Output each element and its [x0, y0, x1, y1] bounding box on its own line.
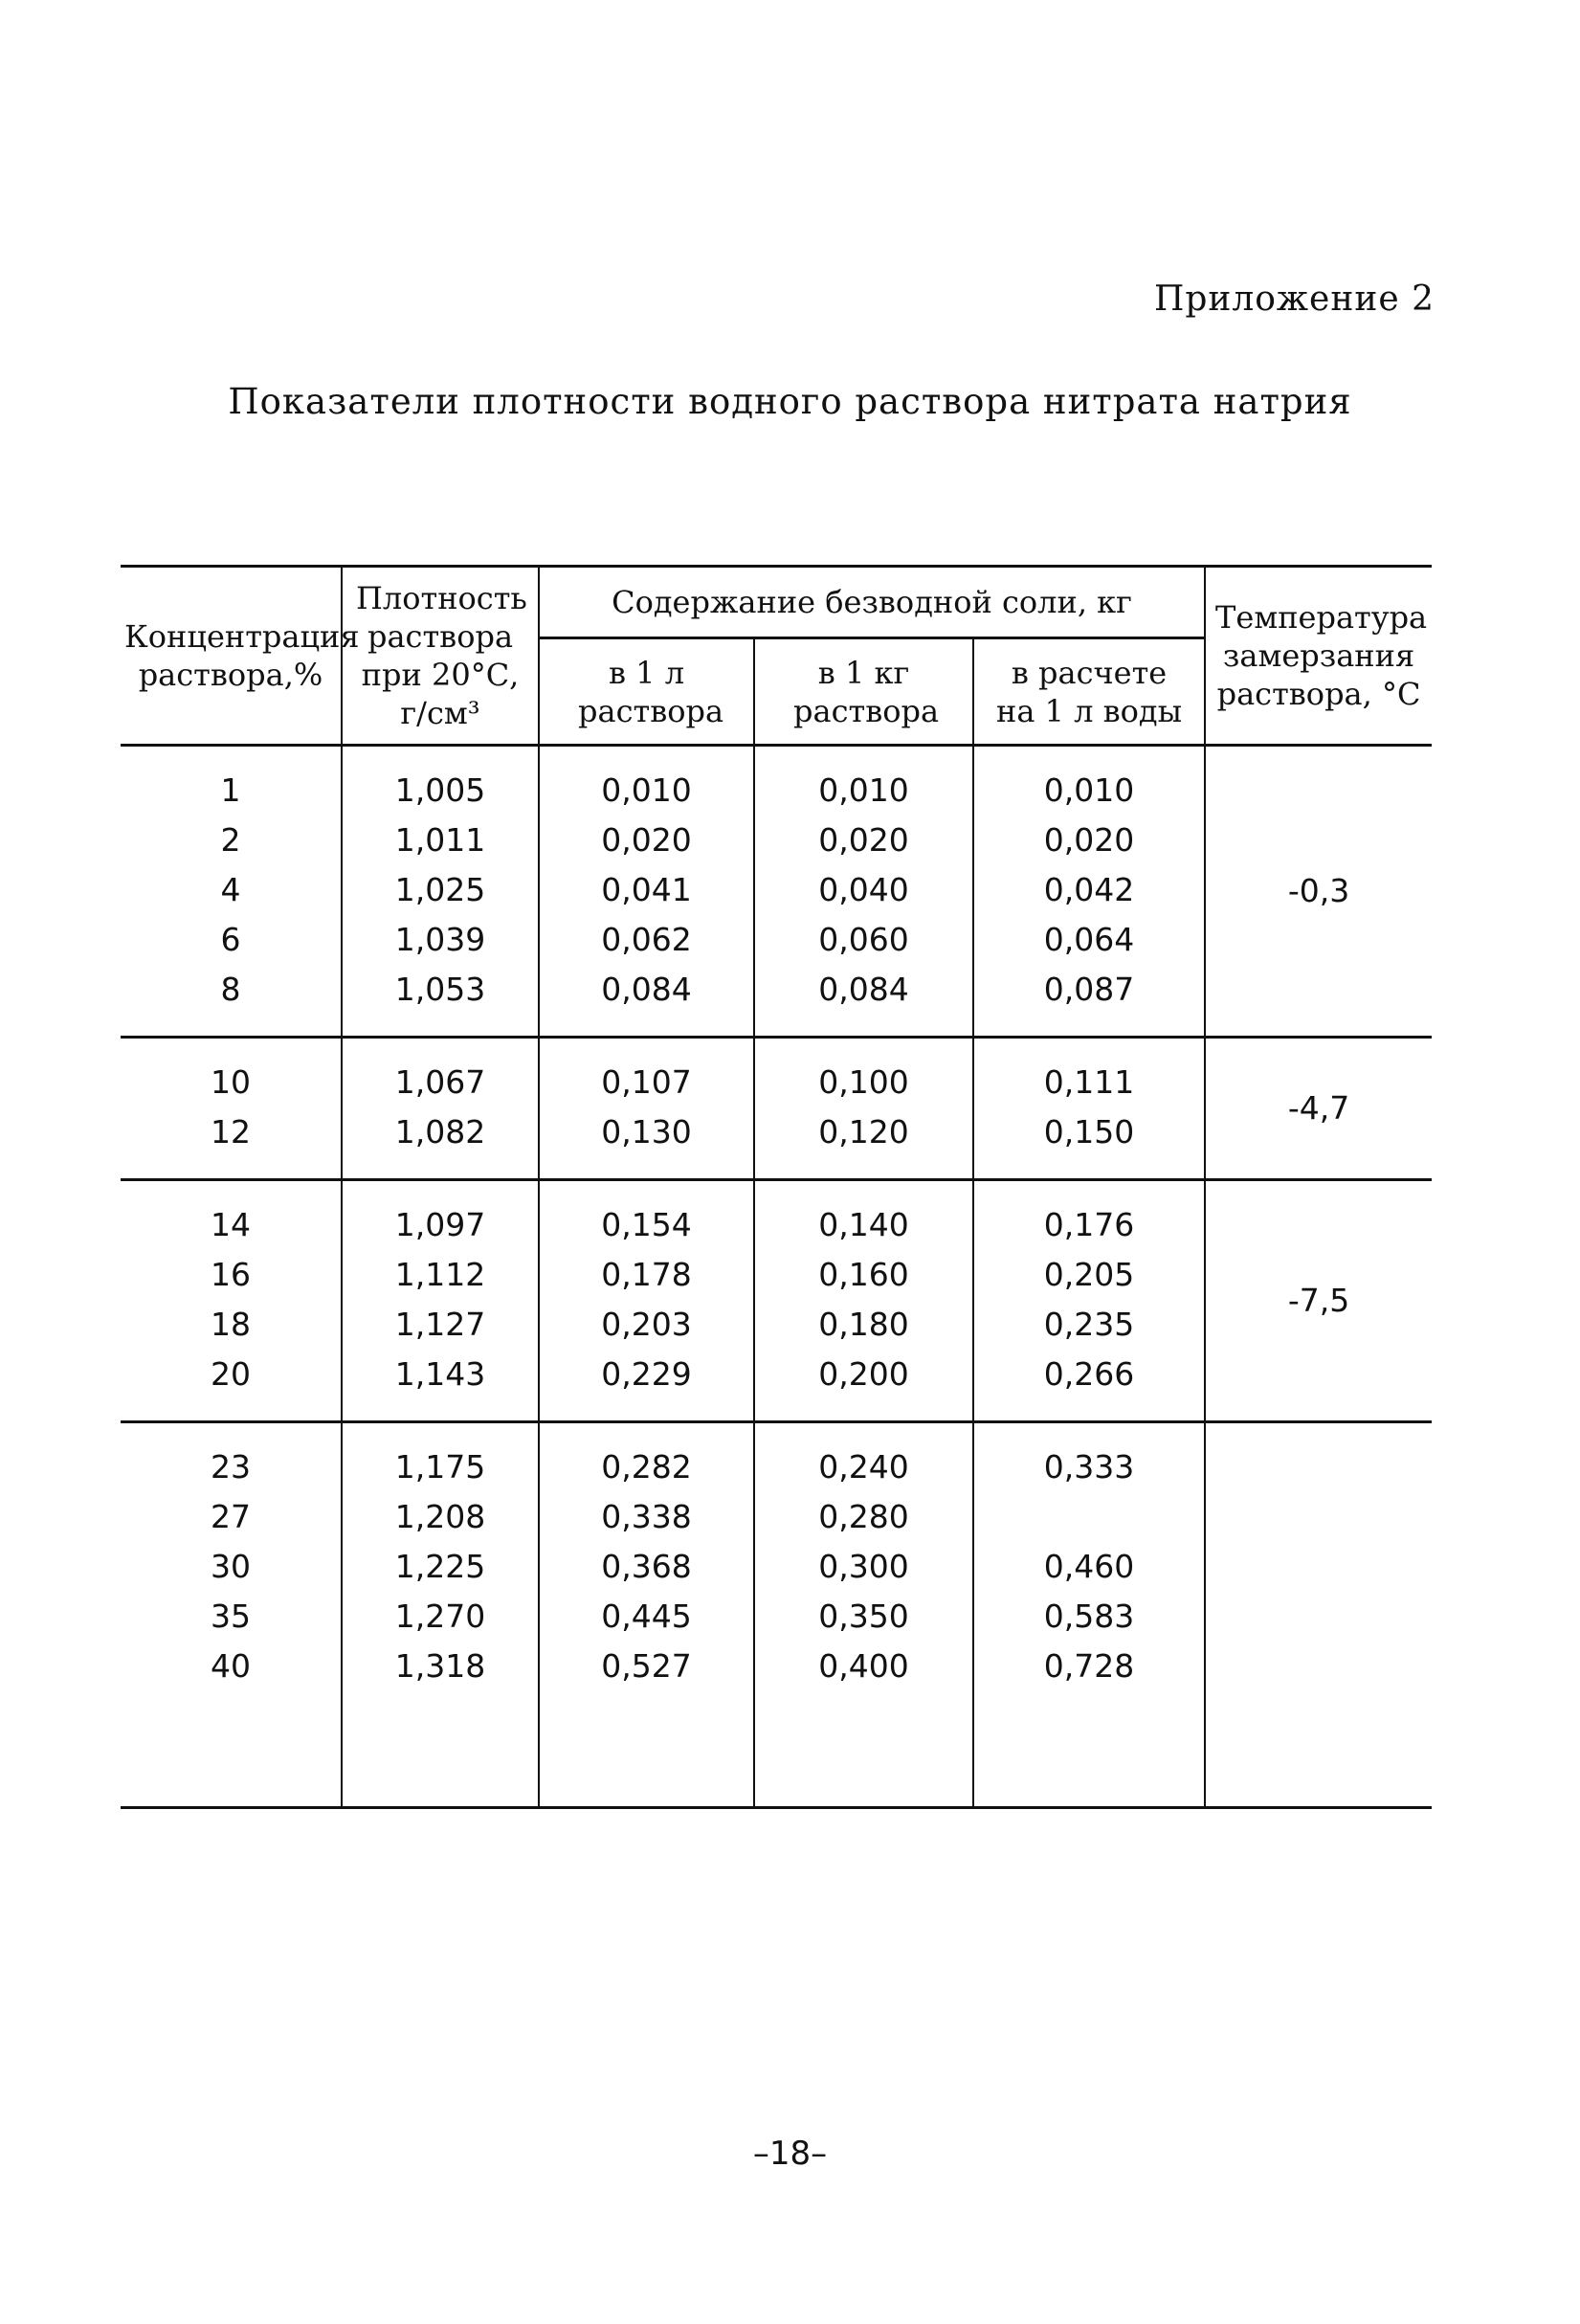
table-value: 0,583 — [1043, 1598, 1135, 1635]
table-value: 1,053 — [394, 971, 486, 1008]
table-value: 1,025 — [394, 871, 486, 908]
table-value: 0,460 — [1043, 1548, 1135, 1585]
header-density: Плотность раствора при 20°С, г/см³ — [342, 567, 539, 746]
density-cell — [342, 1422, 539, 1808]
per-1l-water-cell — [973, 1038, 1205, 1180]
header-concentration: Концентрация раствора,% — [121, 567, 342, 746]
table-value: 0,527 — [601, 1647, 692, 1685]
per-1l-water-cell — [973, 746, 1205, 1038]
density-cell — [342, 1180, 539, 1422]
table-value: 0,064 — [1043, 921, 1135, 958]
table-value: 1 — [220, 771, 241, 809]
table-value: 1,318 — [394, 1647, 486, 1685]
header-salt-content: Содержание безводной соли, кг — [539, 567, 1205, 638]
table-value: 2 — [220, 821, 241, 859]
table-value: 0,445 — [601, 1598, 692, 1635]
table-value: 0,060 — [818, 921, 909, 958]
table-value: 0,240 — [818, 1448, 909, 1486]
concentration-cell — [121, 1038, 342, 1180]
table-value: 0,203 — [601, 1306, 692, 1343]
table-value: 0,235 — [1043, 1306, 1135, 1343]
appendix-label: Приложение 2 — [1153, 279, 1435, 319]
table-value: 0,280 — [818, 1498, 909, 1535]
table-value: 1,011 — [394, 821, 486, 859]
table-value: 0,087 — [1043, 971, 1135, 1008]
table-row-group — [121, 1180, 1432, 1422]
table-value: 4 — [220, 871, 241, 908]
table-value — [974, 1492, 1204, 1542]
per-1kg-solution-cell — [754, 1038, 973, 1180]
table-value: 1,097 — [394, 1206, 486, 1243]
table-value: 0,100 — [818, 1063, 909, 1101]
table-value: 0,229 — [601, 1355, 692, 1393]
freezing-temperature-cell: -7,5 — [1205, 1180, 1432, 1422]
table-value: 0,282 — [601, 1448, 692, 1486]
table-value: 18 — [211, 1306, 251, 1343]
table-value: 0,140 — [818, 1206, 909, 1243]
density-cell — [342, 1038, 539, 1180]
per-1l-solution-cell — [539, 746, 754, 1038]
table-value: 0,120 — [818, 1113, 909, 1151]
table-value: 20 — [211, 1355, 251, 1393]
per-1l-solution-cell — [539, 1422, 754, 1808]
table-value: 12 — [211, 1113, 251, 1151]
per-1l-water-cell — [973, 1422, 1205, 1808]
table-value: 0,180 — [818, 1306, 909, 1343]
table-value: 0,150 — [1043, 1113, 1135, 1151]
table-value: 10 — [211, 1063, 251, 1101]
table-value: 0,368 — [601, 1548, 692, 1585]
table-value: 1,005 — [394, 771, 486, 809]
per-1kg-solution-cell — [754, 746, 973, 1038]
table-value: 0,176 — [1043, 1206, 1135, 1243]
table-value: 16 — [211, 1256, 251, 1293]
freezing-temperature-cell: -4,7 — [1205, 1038, 1432, 1180]
table-value: 8 — [220, 971, 241, 1008]
page-title: Показатели плотности водного раствора нитрата натрия — [228, 381, 1352, 422]
table-value: 0,020 — [601, 821, 692, 859]
table-value: 23 — [211, 1448, 251, 1486]
table-value: 1,112 — [394, 1256, 486, 1293]
freezing-temperature-cell: -0,3 — [1205, 746, 1432, 1038]
header-per-1l-solution: в 1 л раствора — [539, 638, 754, 746]
per-1kg-solution-cell — [754, 1180, 973, 1422]
table-value: 0,042 — [1043, 871, 1135, 908]
table-value: 6 — [220, 921, 241, 958]
table-value: 0,160 — [818, 1256, 909, 1293]
table-value: 0,728 — [1043, 1647, 1135, 1685]
table-value: 1,067 — [394, 1063, 486, 1101]
table-value: 1,039 — [394, 921, 486, 958]
table-row-group — [121, 746, 1432, 1038]
table-value: 27 — [211, 1498, 251, 1535]
density-cell — [342, 746, 539, 1038]
table-value: 1,208 — [394, 1498, 486, 1535]
table-value: 30 — [211, 1548, 251, 1585]
table-value: 35 — [211, 1598, 251, 1635]
per-1kg-solution-cell — [754, 1422, 973, 1808]
table-value: 0,040 — [818, 871, 909, 908]
table-value: 0,084 — [818, 971, 909, 1008]
table-value: 0,041 — [601, 871, 692, 908]
header-per-1kg-solution: в 1 кг раствора — [754, 638, 973, 746]
concentration-cell — [121, 1180, 342, 1422]
table-value: 1,127 — [394, 1306, 486, 1343]
table-value: 0,178 — [601, 1256, 692, 1293]
table-value: 14 — [211, 1206, 251, 1243]
header-freezing-temperature: Температура замерзания раствора, °С — [1205, 567, 1432, 746]
table-value: 0,084 — [601, 971, 692, 1008]
table-value: 0,130 — [601, 1113, 692, 1151]
density-table-container — [121, 565, 1432, 1809]
per-1l-water-cell — [973, 1180, 1205, 1422]
density-table — [121, 565, 1432, 1809]
concentration-cell — [121, 746, 342, 1038]
per-1l-solution-cell — [539, 1038, 754, 1180]
table-value: 1,175 — [394, 1448, 486, 1486]
table-value: 0,266 — [1043, 1355, 1135, 1393]
table-value: 0,010 — [601, 771, 692, 809]
table-value: 0,333 — [1043, 1448, 1135, 1486]
header-per-1l-water: в расчете на 1 л воды — [973, 638, 1205, 746]
table-value: 1,270 — [394, 1598, 486, 1635]
table-value: 0,107 — [601, 1063, 692, 1101]
table-value: 1,225 — [394, 1548, 486, 1585]
table-value: 0,111 — [1043, 1063, 1135, 1101]
table-row-group — [121, 1422, 1432, 1808]
table-value: 0,020 — [1043, 821, 1135, 859]
table-value: 1,082 — [394, 1113, 486, 1151]
freezing-temperature-cell — [1205, 1422, 1432, 1808]
table-value: 0,300 — [818, 1548, 909, 1585]
table-value: 0,400 — [818, 1647, 909, 1685]
table-value: 0,338 — [601, 1498, 692, 1535]
table-value: 0,062 — [601, 921, 692, 958]
table-value: 0,200 — [818, 1355, 909, 1393]
table-value: 0,350 — [818, 1598, 909, 1635]
table-value: 0,010 — [1043, 771, 1135, 809]
table-value: 0,020 — [818, 821, 909, 859]
table-value: 0,154 — [601, 1206, 692, 1243]
table-row-group — [121, 1038, 1432, 1180]
per-1l-solution-cell — [539, 1180, 754, 1422]
table-value: 0,010 — [818, 771, 909, 809]
page-number: –18– — [752, 2134, 828, 2173]
concentration-cell — [121, 1422, 342, 1808]
table-value: 0,205 — [1043, 1256, 1135, 1293]
table-value: 40 — [211, 1647, 251, 1685]
table-value: 1,143 — [394, 1355, 486, 1393]
